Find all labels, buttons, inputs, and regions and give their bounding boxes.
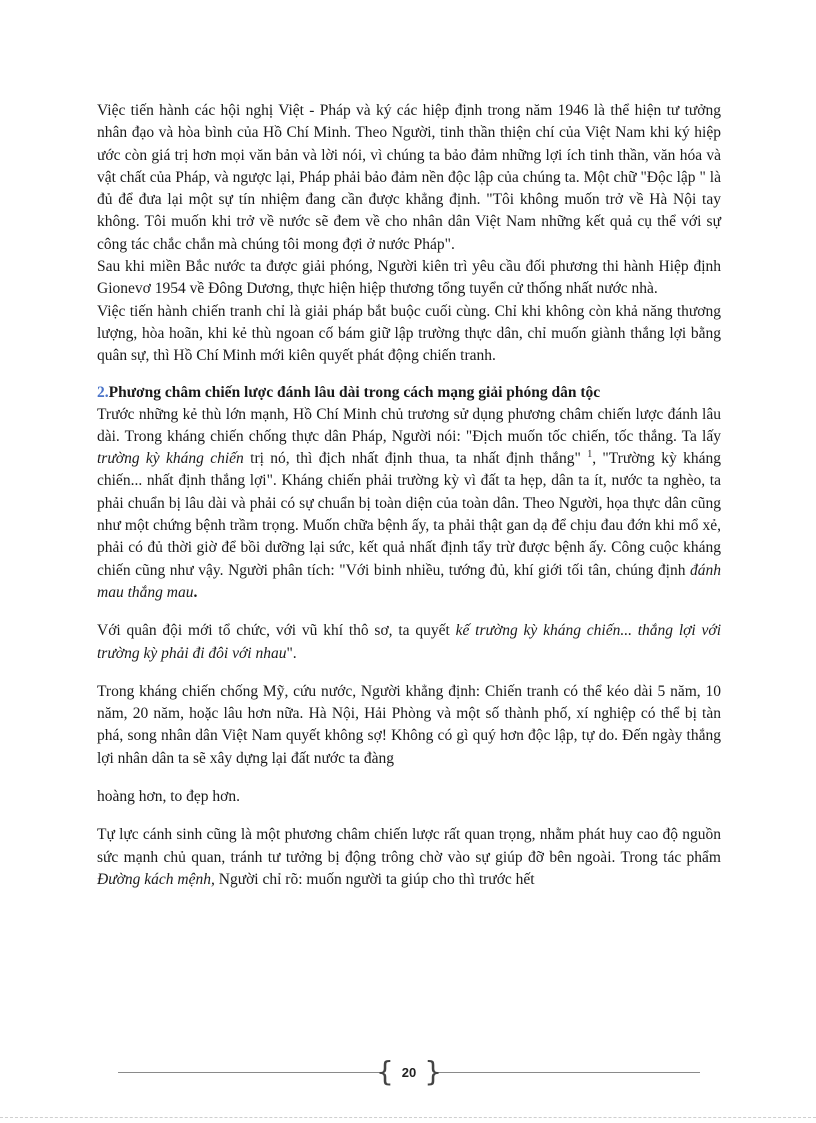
paragraph-8-text-a: Tự lực cánh sinh cũng là một phương châm chiến lược rất quan trọng, nhằm phát huy cao độ nguồn sức mạnh chủ quan, tránh tư tưởng bị động trông chờ vào sự giúp đỡ bên ngoài. Trong tác phẩm — [97, 826, 721, 866]
paragraph-4-end: . — [193, 583, 198, 601]
page-number-box — [375, 1055, 443, 1088]
document-body — [97, 100, 721, 891]
left-brace-icon: { — [375, 1055, 394, 1088]
footer-rule-left — [118, 1072, 381, 1073]
paragraph-4-italic-b: đánh mau thắng mau — [97, 561, 721, 601]
footer-rule-right — [437, 1072, 700, 1073]
paragraph-5-end: ". — [286, 644, 297, 662]
section-title: Phương châm chiến lược đánh lâu dài trong cách mạng giải phóng dân tộc — [108, 383, 601, 401]
paragraph-8-text-b: Người chỉ rõ: muốn người ta giúp cho thì trước hết — [214, 870, 535, 888]
right-brace-icon: } — [424, 1055, 443, 1088]
paragraph-5-text-a: Với quân đội mới tổ chức, với vũ khí thô sơ, ta quyết — [97, 622, 456, 640]
footnote-ref[interactable]: 1 — [587, 449, 593, 460]
paragraph-3: Việc tiến hành chiến tranh chỉ là giải pháp bắt buộc cuối cùng. Chỉ khi không còn khả năng thương lượng, hòa hoãn, khi kẻ thù ngoan cố bám giữ lập trường thực dân, chỉ muốn giành thắng lợi bằng quân sự, thì Hồ Chí Minh mới kiên quyết phát động chiến tranh. — [97, 302, 721, 365]
paragraph-6: Trong kháng chiến chống Mỹ, cứu nước, Người khẳng định: Chiến tranh có thể kéo dài 5 năm, 10 năm, 20 năm, hoặc lâu hơn nữa. Hà Nội, Hải Phòng và một số thành phố, xí nghiệp có thể bị tàn phá, song nhân dân Việt Nam quyết không sợ! Không có gì quý hơn độc lập, tự do. Đến ngày thắng lợi nhân dân ta sẽ xây dựng lại đất nước ta đàng — [97, 682, 721, 767]
paragraph-5 — [97, 620, 721, 665]
paragraph-1: Việc tiến hành các hội nghị Việt - Pháp và ký các hiệp định trong năm 1946 là thể hiện tư tưởng nhân đạo và hòa bình của Hồ Chí Minh. Theo Người, tinh thần thiện chí của Việt Nam khi ký hiệp ước còn giá trị hơn mọi văn bản và lời nói, vì chúng ta bảo đảm những lợi ích tinh thần, văn hóa và vật chất của Pháp, và ngược lại, Pháp phải bảo đảm nền độc lập của chúng ta. Một chữ "Độc lập " là đủ để đưa lại một sự tín nhiệm đang cần được khẳng định. "Tôi không muốn trở về Hà Nội tay không. Tôi muốn khi trở về nước sẽ đem về cho nhân dân Việt Nam những kết quả cụ thể với sự công tác chắc chắn mà chúng tôi mong đợi ở nước Pháp". — [97, 102, 721, 253]
paragraph-4-italic-a: trường kỳ kháng chiến — [97, 450, 244, 468]
paragraph-8-italic: Đường kách mệnh, — [97, 870, 215, 888]
section-heading — [97, 382, 721, 404]
section-number: 2. — [97, 383, 109, 401]
page-number: 20 — [401, 1064, 417, 1080]
paragraph-4-text-c: , "Trường kỳ kháng chiến... nhất định thắng lợi". Kháng chiến phải trường kỳ vì đất ta hẹp, dân ta ít, nước ta nghèo, ta phải chuẩn bị lâu dài và phải có sự chuẩn bị toàn diện của toàn dân. Theo Người, họa thực dân cũng như một chứng bệnh trầm trọng. Muốn chữa bệnh ấy, ta phải thật gan dạ để chịu đau đớn khi mổ xẻ, phải có đủ thời giờ để bồi dưỡng lại sức, kết quả nhất định tẩy trừ được bệnh ấy. Công cuộc kháng chiến cũng như vậy. Người phân tích: "Với binh nhiều, tướng đủ, khí giới tối tân, chúng định — [97, 450, 721, 579]
paragraph-4 — [97, 404, 721, 605]
page-bottom-border — [0, 1117, 816, 1118]
page-footer — [118, 1056, 700, 1088]
paragraph-5-italic: kế trường kỳ kháng chiến... thắng lợi với trường kỳ phải đi đôi với nhau — [97, 622, 722, 662]
paragraph-8 — [97, 824, 721, 891]
paragraph-7: hoàng hơn, to đẹp hơn. — [97, 788, 240, 806]
paragraph-4-text-b: trị nó, thì địch nhất định thua, ta nhất định thắng" — [243, 450, 588, 468]
paragraph-2: Sau khi miền Bắc nước ta được giải phóng, Người kiên trì yêu cầu đối phương thi hành Hiệp định Gionevơ 1954 về Đông Dương, thực hiện hiệp thương tổng tuyển cử thống nhất nước nhà. — [97, 258, 721, 298]
paragraph-4-text-a: Trước những kẻ thù lớn mạnh, Hồ Chí Minh chủ trương sử dụng phương châm chiến lược đánh lâu dài. Trong kháng chiến chống thực dân Pháp, Người nói: "Địch muốn tốc chiến, tốc thắng. Ta lấy — [97, 405, 721, 445]
